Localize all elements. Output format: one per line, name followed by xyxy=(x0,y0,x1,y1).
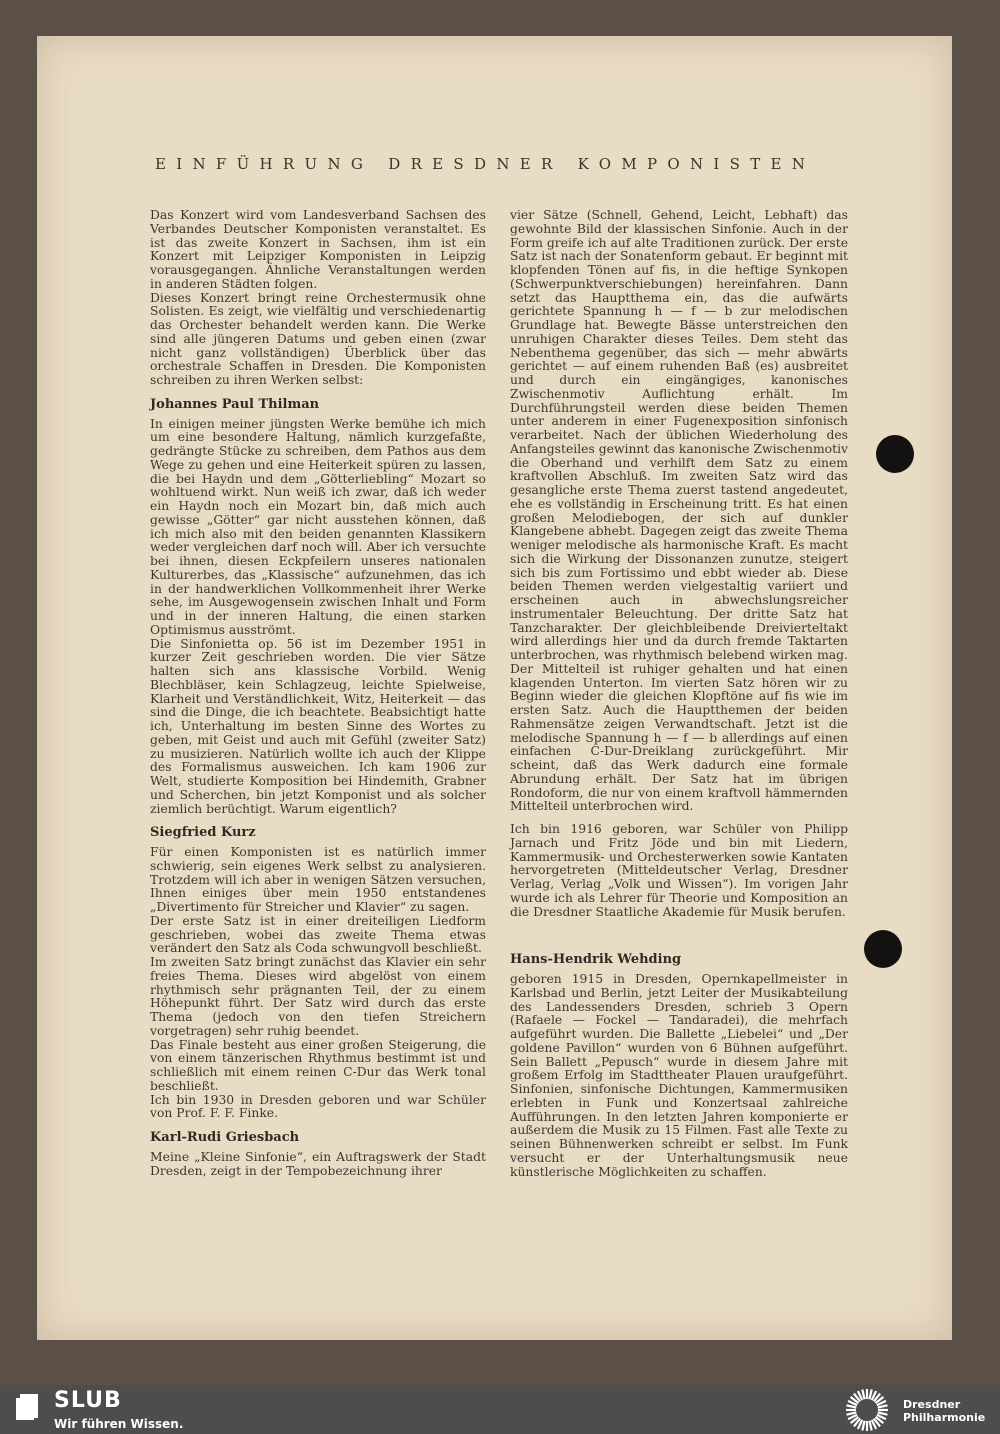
composer-heading: Siegfried Kurz xyxy=(150,825,256,841)
logo-ray xyxy=(869,1390,871,1400)
left-column xyxy=(150,209,486,1178)
logo-ray xyxy=(869,1421,871,1431)
paragraph: Im zweiten Satz bringt zunächst das Klavier ein sehr freies Thema. Dieses wird abgelöst von einem rhythmisch sehr prägnanten Teil, der zu einem Höhepunkt führt. Der Satz wird durch das erste Thema (jedoch von den tiefen Streichern vorgetragen) sehr ruhig beendet. xyxy=(150,955,486,1038)
composer-heading: Karl-Rudi Griesbach xyxy=(150,1130,300,1145)
composer-heading: Hans-Hendrik Wehding xyxy=(510,952,682,968)
paragraph: Für einen Komponisten ist es natürlich immer schwierig, sein eigenes Werk selbst zu analysieren. Trotzdem will ich aber in wenigen Sätzen versuchen, Ihnen einiges über mein 1950 entstandenes „Divertimento für Streicher und Klavier“ zu sagen. xyxy=(150,845,486,914)
philharmonie-logo-icon[interactable] xyxy=(840,1387,894,1433)
paragraph: Ich bin 1916 geboren, war Schüler von Philipp Jarnach und Fritz Jöde und bin mit Liedern, Kammermusik- und Orchesterwerken sowie Kantaten hervorgetreten (Mitteldeutscher Verlag, Dresdner Verlag, Verlag „Volk und Wissen“). Im vorigen Jahr wurde ich als Lehrer für Theorie und Komposition an die Dresdner Staatliche Akademie für Musik berufen. xyxy=(510,822,848,919)
philharmonie-name[interactable]: Dresdner Philharmonie xyxy=(903,1398,986,1424)
paragraph: Der erste Satz ist in einer dreiteiligen Liedform geschrieben, wobei das zweite Thema etwas verändert den Satz als Coda schwungvoll beschließt. xyxy=(150,913,486,956)
paragraph: geboren 1915 in Dresden, Opernkapellmeister in Karlsbad und Berlin, jetzt Leiter der Musikabteilung des Landessenders Dresden, schrieb 3 Opern (Rafaele — Fockel — Tandaradei), die mehrfach aufgeführt wurden. Die Ballette „Liebelei“ und „Der goldene Pavillon“ wurden von 6 Bühnen aufgeführt. Sein Ballett „Pepusch“ wurde in diesem Jahre mit großem Erfolg im Stadttheater Plauen uraufgeführt. Sinfonien, sinfonische Dichtungen, Kammermusiken erlebten in Funk und Konzertsaal zahlreiche Aufführungen. In den letzten Jahren komponierte er außerdem die Musik zu 15 Filmen. Fast alle Texte zu seinen Bühnenwerken schreibt er selbst. Im Funk versucht er der Unterhaltungsmusik neue künstlerische Möglichkeiten zu schaffen. xyxy=(510,972,848,1179)
paragraph: In einigen meiner jüngsten Werke bemühe ich mich um eine besondere Haltung, nämlich kurzgefaßte, gedrängte Stücke zu schreiben, dem Pathos aus dem Wege zu gehen und eine Heiterkeit spüren zu lassen, die bei Haydn und dem „Götterliebling“ Mozart so wohltuend wirkt. Nun weiß ich zwar, daß ich weder ein Haydn noch ein Mozart bin, daß mich auch gewisse „Götter“ gar nicht ausstehen können, daß ich mich also mit den beiden genannten Klassikern weder vergleichen darf noch will. Aber ich versuchte bei ihnen, diesen Eckpfeilern unseres nationalen Kulturerbes, das „Klassische“ aufzunehmen, das ich in der handwerklichen Vollkommenheit ihrer Werke sehe, im Ausgewogensein zwischen Inhalt und Form und in der inneren Haltung, die einen starken Optimismus ausströmt. xyxy=(150,416,486,637)
paragraph: Meine „Kleine Sinfonie“, ein Auftragswerk der Stadt Dresden, zeigt in der Tempobezeichnung ihrer xyxy=(150,1149,486,1178)
paragraph: Das Konzert wird vom Landesverband Sachsen des Verbandes Deutscher Komponisten veranstaltet. Es ist das zweite Konzert in Sachsen, ihm ist ein Konzert mit Leipziger Komponisten in Leipzig vorausgegangen. Ähnliche Veranstaltungen werden in anderen Städten folgen. xyxy=(150,208,486,291)
composer-heading: Johannes Paul Thilman xyxy=(150,396,320,412)
slub-logo-icon[interactable] xyxy=(14,1392,40,1422)
logo-ray xyxy=(878,1405,888,1407)
paragraph: Die Sinfonietta op. 56 ist im Dezember 1951 in kurzer Zeit geschrieben worden. Die vier Sätze halten sich ans klassische Vorbild. Wenig Blechbläser, kein Schlagzeug, leichte Spielweise, Klarheit und Verständlichkeit, Witz, Heiterkeit — das sind die Dinge, die ich beachtete. Beabsichtigt hatte ich, Unterhaltung im besten Sinne des Wortes zu geben, mit Geist und auch mit Gefühl (zweiter Satz) zu musizieren. Natürlich wollte ich auch der Klippe des Formalismus ausweichen. Ich kam 1906 zur Welt, studierte Komposition bei Hindemith, Grabner und Scherchen, bin jetzt Komponist und als solcher ziemlich berüchtigt. Warum eigentlich? xyxy=(150,636,486,816)
logo-ray xyxy=(878,1412,888,1414)
logo-ray xyxy=(862,1421,864,1431)
slub-brand-name[interactable]: SLUB xyxy=(54,1388,122,1413)
logo-ray xyxy=(847,1405,857,1407)
punch-hole xyxy=(864,930,902,968)
paragraph: vier Sätze (Schnell, Gehend, Leicht, Lebhaft) das gewohnte Bild der klassischen Sinfonie. Auch in der Form greife ich auf alte Traditionen zurück. Der erste Satz ist nach der Sonatenform gebaut. Er beginnt mit klopfenden Tönen auf fis, in die heftige Synkopen (Schwerpunktverschiebungen) hereinfahren. Dann setzt das Hauptthema ein, das die aufwärts gerichtete Spannung h — f — b zur melodischen Grundlage hat. Bewegte Bässe unterstreichen den unruhigen Charakter dieses Teiles. Dem steht das Nebenthema gegenüber, das sich — mehr abwärts gerichtet — auf einem ruhenden Baß (es) ausbreitet und durch ein eingängiges, kanonisches Zwischenmotiv Auflichtung erhält. Im Durchführungsteil werden diese beiden Themen unter anderem in einer Fugenexposition sinfonisch verarbeitet. Nach der üblichen Wiederholung des Anfangsteiles gewinnt das kanonische Zwischenmotiv die Oberhand und verhilft dem Satz zu einem kraftvollen Abschluß. Im zweiten Satz wird das gesangliche erste Thema zuerst tastend angedeutet, ehe es vollständig in Erscheinung tritt. Es hat einen großen Melodiebogen, der sich auf dunkler Klangebene abhebt. Dagegen zeigt das zweite Thema weniger melodische als harmonische Kraft. Es macht sich die Wirkung der Dissonanzen zunutze, steigert sich bis zum Fortissimo und ebbt wieder ab. Diese beiden Themen werden vielgestaltig variiert und erscheinen auch in abwechslungsreicher instrumentaler Beleuchtung. Der dritte Satz hat Tanzcharakter. Der gleichbleibende Dreivierteltakt wird allerdings hier und da durch fremde Taktarten unterbrochen, was rhythmisch belebend wirken mag. Der Mittelteil ist ruhiger gehalten und hat einen klagenden Unterton. Im vierten Satz hören wir zu Beginn wieder die gleichen Klopftöne auf fis wie im ersten Satz. Auch die Hauptthemen der beiden Rahmensätze zeigen Verwandtschaft. Jetzt ist die melodische Spannung h — f — b allerdings auf einen einfachen C-Dur-Dreiklang zurückgeführt. Mir scheint, daß das Werk dadurch eine formale Abrundung erhält. Der Satz hat im übrigen Rondoform, die nur von einem kraftvoll hämmernden Mittelteil unterbrochen wird. xyxy=(510,208,848,814)
slub-tagline: Wir führen Wissen. xyxy=(54,1417,184,1431)
paragraph: Dieses Konzert bringt reine Orchestermusik ohne Solisten. Es zeigt, wie vielfältig und verschiedenartig das Orchester behandelt werden kann. Die Werke sind alle jüngeren Datums und geben einen (zwar nicht ganz vollständigen) Überblick über das orchestrale Schaffen in Dresden. Die Komponisten schreiben zu ihren Werken selbst: xyxy=(150,290,486,387)
right-column xyxy=(510,209,848,1179)
punch-hole xyxy=(876,435,914,473)
spacer xyxy=(510,919,848,943)
paragraph: Das Finale besteht aus einer großen Steigerung, die von einem tänzerischen Rhythmus bestimmt ist und schließlich mit einem reinen C-Dur das Werk tonal beschließt. xyxy=(150,1037,486,1093)
logo-ray xyxy=(847,1412,857,1414)
page-title: EINFÜHRUNG DRESDNER KOMPONISTEN xyxy=(155,155,816,173)
paragraph: Ich bin 1930 in Dresden geboren und war Schüler von Prof. F. F. Finke. xyxy=(150,1092,486,1121)
logo-ray xyxy=(862,1390,864,1400)
